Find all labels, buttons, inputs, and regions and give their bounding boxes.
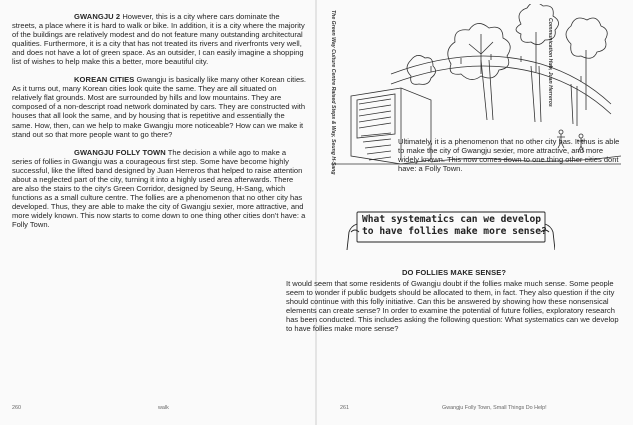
section-korean-cities [12, 75, 306, 138]
page-number: 261 [340, 405, 349, 411]
illustration-credit-right: Communication Hub, Juan Herreros [547, 18, 553, 107]
section-follies-sense [286, 268, 622, 333]
running-head: walk [158, 405, 169, 411]
section-heading: DO FOLLIES MAKE SENSE? [401, 268, 507, 277]
intro-paragraph [286, 137, 622, 173]
illustration-credit-left: The Green Way Culture Centre Raised Steps & Way, Seung H-Sang [330, 10, 336, 175]
section-body: However, this is a city where cars dominate the streets, a place where it is hard to walk or bike. In addition, it is a city where the majority of the buildings are relatively modest and do not feature many outstanding architectural qualities. Furthermore, it is a city that has not treated its rivers and riverfronts very well, and does not have a lot of green space. As an outsider, I can easily imagine a shopping list of wishes to help make this a better, more beautiful city. [12, 12, 305, 67]
section-heading: GWANGJU 2 [74, 12, 121, 21]
page-number: 260 [12, 405, 21, 411]
section-folly-town [12, 148, 306, 229]
sign-text: What systematics can we develop to have follies make more sense? [362, 214, 547, 237]
left-page [0, 0, 316, 425]
section-heading: KOREAN CITIES [74, 75, 135, 85]
running-head: Gwangju Folly Town, Small Things Do Help! [442, 405, 547, 411]
section-body: Gwangju is basically like many other Korean cities. As it turns out, many Korean cities look quite the same. They are all situated on relatively flat grounds. Most are surrounded by hills and low mountains. They are composed of a non-descript road network dominated by cars. They are constructed with houses that all look the same, and by housing that is repetitive and essentially the same. How, then, can we help to make Gwangju more noticeable? How can we make it stand out so that more people want to go there? [12, 75, 307, 139]
section-body: It would seem that some residents of Gwangju doubt if the follies make much sense. Some people seem to wonder if public budgets should be allocated to them, in fact. They also question if the city should continue with this folly initiative. Can this be answered by showing how these nonsensical elements can create sense? In order to examine the potential of future follies, exploratory research has been conducted. This includes asking the following question: What systematics can we develop to have follies make more sense? [286, 279, 619, 334]
section-gwangju-2 [12, 12, 306, 66]
left-page-text [12, 12, 306, 238]
section-body: The decision a while ago to make a series of follies in Gwangju was a courageous first step. Some have become highly successful, like the lifted band designed by Juan Herreros that helped to raise attention about a neglected part of the city, turning it into a highly used area afterwards. There are also the stairs to the city's Green Corridor, designed by Seung, H-Sang, which functions as a small culture centre. The follies are a phenomenon that no other city has developed. Thus, they are able to make the city of Gwangju sexier, more attractive, and more widely known. This now starts to come down to one thing other cities don't have: a Folly Town. [12, 147, 306, 229]
section-heading: GWANGJU FOLLY TOWN [74, 147, 166, 157]
intro-text: Ultimately, it is a phenomenon that no other city has. It thus is able to make the city of Gwangju sexier, more attractive, and more widely known. This now comes down to one thing other cities dont have: a Folly Town. [398, 137, 620, 174]
